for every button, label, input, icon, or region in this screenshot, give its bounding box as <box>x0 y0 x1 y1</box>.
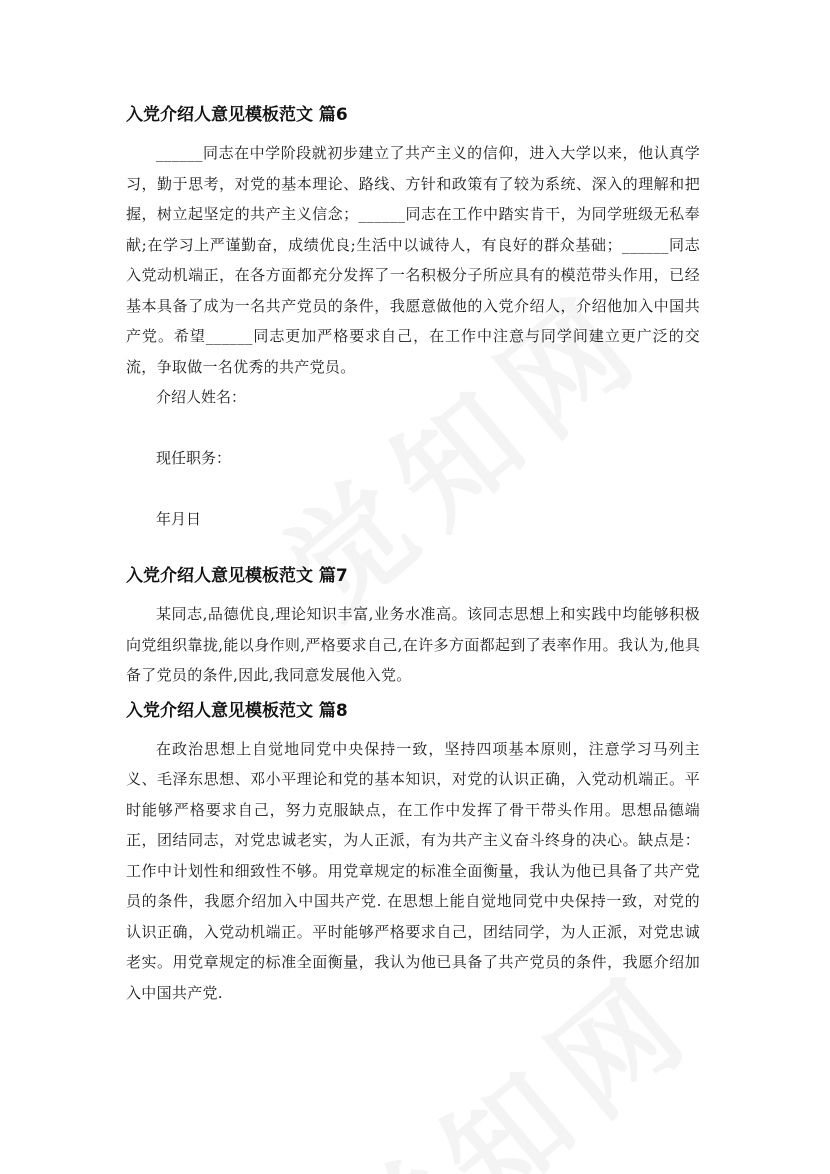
document-body <box>126 95 700 1008</box>
section-title: 入党介绍人意见模板范文 篇6 <box>126 105 348 125</box>
current-position-field: 现任职务： <box>156 449 232 467</box>
section-7 <box>126 556 700 691</box>
introducer-name-field: 介绍人姓名： <box>156 388 247 406</box>
section-8 <box>126 691 700 1009</box>
section-6 <box>126 95 700 534</box>
section-paragraph: 在政治思想上自觉地同党中央保持一致，坚持四项基本原则，注意学习马列主义、毛泽东思想、邓小平理论和党的基本知识，对党的认识正确，入党动机端正。平时能够严格要求自己，努力克服缺点，在工作中发挥了骨干带头作用。思想品德端正，团结同志，对党忠诚老实，为人正派，有为共产主义奋斗终身的决心。缺点是：工作中计划性和细致性不够。用党章规定的标准全面衡量，我认为他已具备了共产党员的条件，我愿介绍加入中国共产党. 在思想上能自觉地同党中央保持一致，对党的认识正确，入党动机端正。平时能够严格要求自己，团结同学，为人正派，对党忠诚老实。用党章规定的标准全面衡量，我认为他已具备了共产党员的条件，我愿介绍加入中国共产党. <box>126 739 700 1002</box>
date-field: 年月日 <box>156 510 202 528</box>
section-title: 入党介绍人意见模板范文 篇7 <box>126 566 348 586</box>
section-paragraph: ______同志在中学阶段就初步建立了共产主义的信仰，进入大学以来，他认真学习，勤于思考，对党的基本理论、路线、方针和政策有了较为系统、深入的理解和把握，树立起坚定的共产主义信念；______同志在工作中踏实肯干，为同学班级无私奉献;在学习上严谨勤奋，成绩优良;生活中以诚待人，有良好的群众基础；______同志入党动机端正，在各方面都充分发挥了一名积极分子所应具有的模范带头作用，已经基本具备了成为一名共产党员的条件，我愿意做他的入党介绍人，介绍他加入中国共产党。希望______同志更加严格要求自己，在工作中注意与同学间建立更广泛的交流，争取做一名优秀的共产党员。 <box>126 144 700 376</box>
section-title: 入党介绍人意见模板范文 篇8 <box>126 700 348 721</box>
section-paragraph: 某同志,品德优良,理论知识丰富,业务水准高。该同志思想上和实践中均能够积极向党组织靠拢,能以身作则,严格要求自己,在许多方面都起到了表率作用。我认为,他具备了党员的条件,因此,我同意发展他入党。 <box>126 605 700 684</box>
